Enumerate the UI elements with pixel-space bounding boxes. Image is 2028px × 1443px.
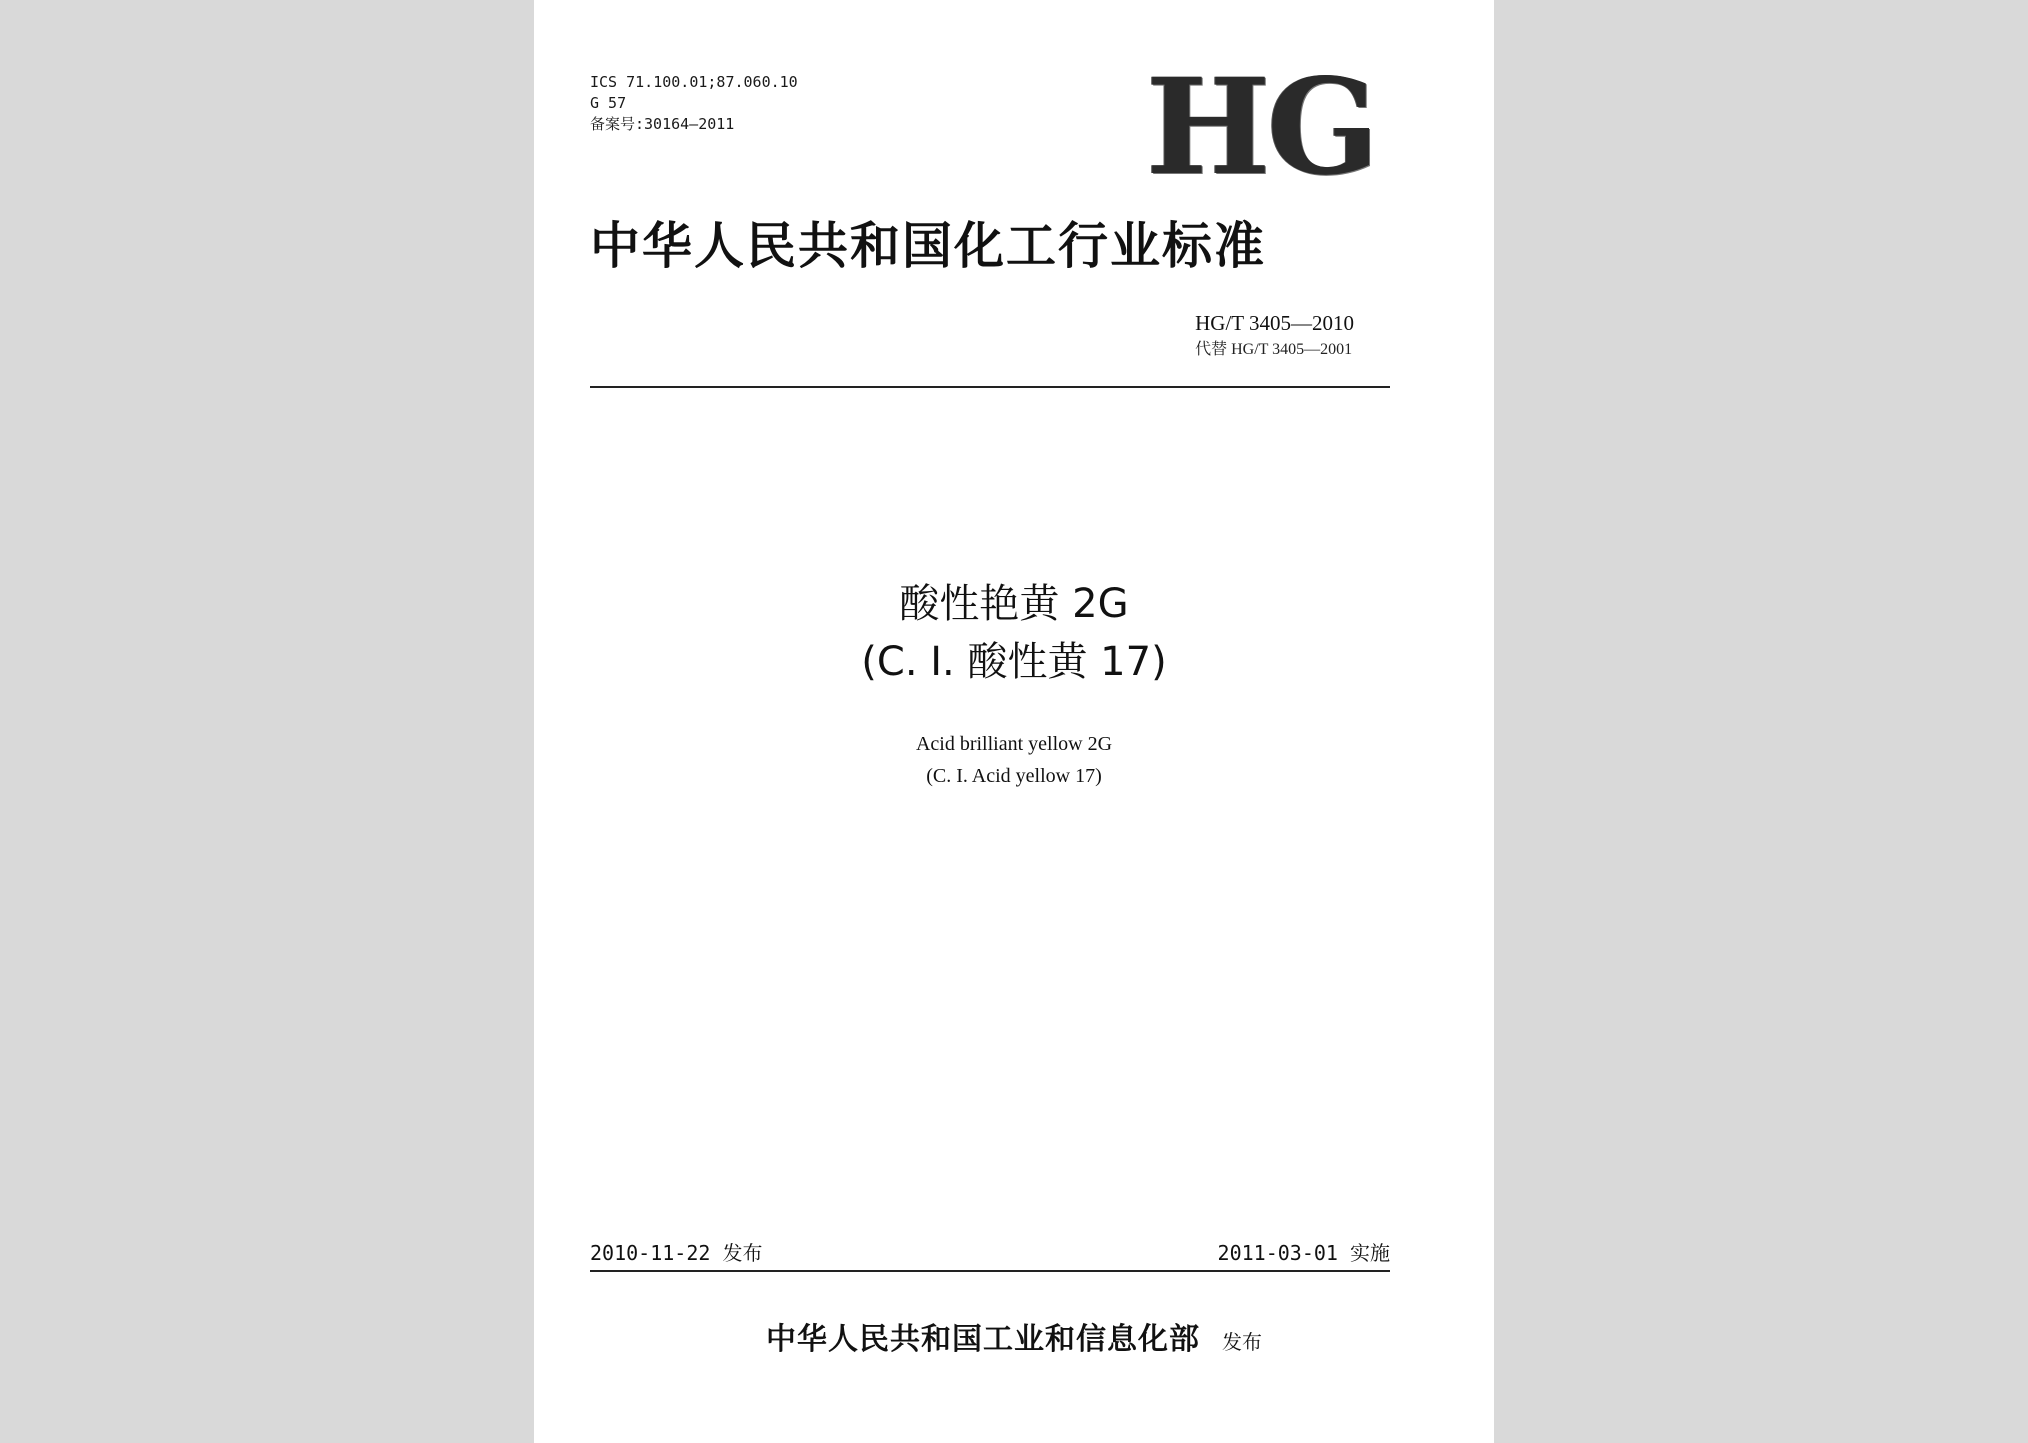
title-english	[534, 728, 1494, 792]
title-english-line2: (C. I. Acid yellow 17)	[926, 765, 1102, 787]
ics-code: ICS 71.100.01;87.060.10	[590, 73, 798, 91]
top-divider	[590, 386, 1390, 388]
document-page	[534, 0, 1494, 1443]
standard-code-block	[1195, 308, 1354, 362]
title-chinese	[534, 575, 1494, 691]
class-code: G 57	[590, 94, 627, 112]
issuer-suffix: 发布	[1222, 1330, 1262, 1354]
record-number: 备案号:30164—2011	[590, 115, 735, 133]
org-title: 中华人民共和国化工行业标准	[590, 216, 1266, 275]
hg-logo: HG	[1146, 50, 1376, 205]
title-english-line1: Acid brilliant yellow 2G	[915, 733, 1113, 755]
title-chinese-line2: (C. I. 酸性黄 17)	[861, 639, 1167, 685]
issuer-line	[534, 1314, 1494, 1358]
issue-date: 2010-11-22 发布	[590, 1241, 763, 1265]
classification-block	[590, 72, 798, 135]
effective-date: 2011-03-01 实施	[1217, 1241, 1390, 1265]
standard-code: HG/T 3405—2010	[1195, 311, 1354, 335]
title-chinese-line1: 酸性艳黄 2G	[899, 581, 1129, 627]
issuer-name: 中华人民共和国工业和信息化部	[766, 1322, 1200, 1357]
replaces-code: 代替 HG/T 3405—2001	[1195, 341, 1353, 358]
dates-row	[590, 1238, 1390, 1268]
bottom-divider	[590, 1270, 1390, 1272]
